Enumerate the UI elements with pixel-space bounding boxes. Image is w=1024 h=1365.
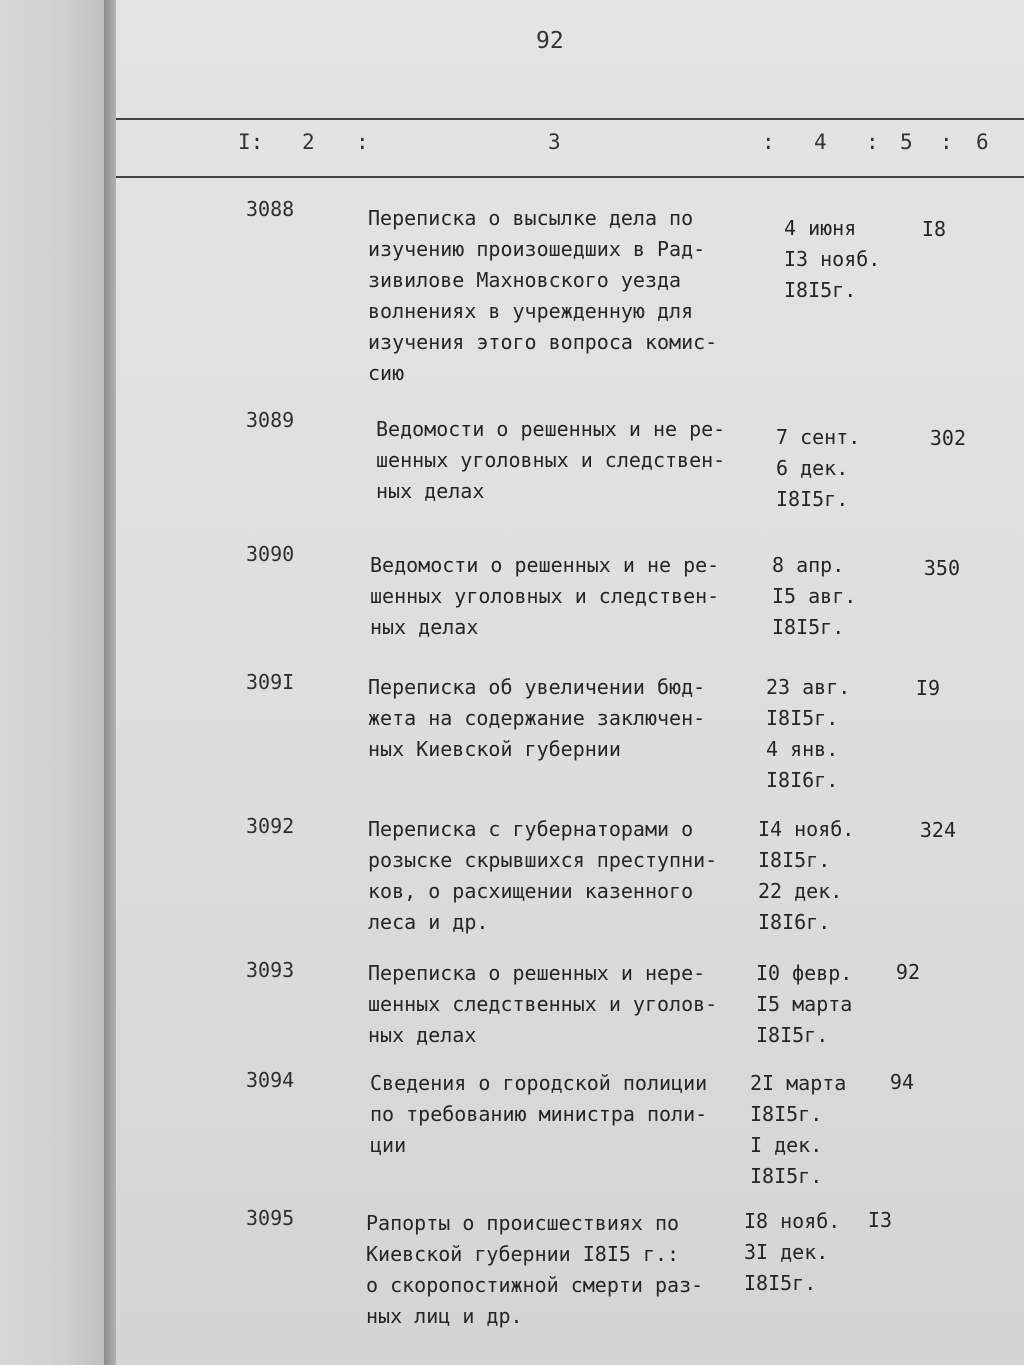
item-description: Ведомости о решенных и не ре- шенных уголовных и следствен- ных делах [376, 417, 726, 503]
column-separator: : [762, 130, 775, 154]
column-header-5: 5 [900, 130, 913, 154]
item-description: Сведения о городской полиции по требованию министра поли- ции [370, 1071, 708, 1157]
item-dates: I8 нояб. 3I дек. I8I5г. [744, 1209, 841, 1295]
item-dates: 2I марта I8I5г. I дек. I8I5г. [750, 1071, 847, 1188]
item-description: Ведомости о решенных и не ре- шенных уголовных и следствен- ных делах [370, 553, 720, 639]
column-separator: : [356, 130, 369, 154]
item-dates: 23 авг. I8I5г. 4 янв. I8I6г. [766, 675, 851, 792]
column-header-1: I: [238, 130, 264, 154]
facing-page [0, 0, 112, 1365]
item-number: 3088 [246, 197, 295, 221]
document-page [116, 0, 1024, 1365]
item-sheet-count: I9 [915, 676, 940, 700]
column-header-3: 3 [548, 130, 561, 154]
item-number: 3089 [246, 408, 295, 432]
item-sheet-count: 92 [895, 960, 920, 984]
item-description: Переписка о высылке дела по изучению произошедших в Рад- зивилове Махновского уезда волнениях в учрежденную для изучения этого вопроса комис- сию [368, 206, 718, 385]
item-number: 3090 [246, 542, 295, 566]
column-header-6: 6 [976, 130, 989, 154]
item-sheet-count: I8 [921, 217, 946, 241]
item-dates: I4 нояб. I8I5г. 22 дек. I8I6г. [758, 817, 855, 934]
item-sheet-count: 350 [923, 556, 960, 580]
item-number: 309I [246, 670, 295, 694]
item-dates: 4 июня I3 нояб. I8I5г. [784, 216, 881, 302]
item-sheet-count: 324 [919, 818, 956, 842]
item-sheet-count: I3 [867, 1208, 892, 1232]
column-separator: : [940, 130, 953, 154]
item-dates: I0 февр. I5 марта I8I5г. [756, 961, 853, 1047]
column-header-2: 2 [302, 130, 315, 154]
item-description: Рапорты о происшествиях по Киевской губернии I8I5 г.: о скоропостижной смерти раз- ных лиц и др. [366, 1211, 704, 1328]
item-description: Переписка с губернаторами о розыске скрывшихся преступни- ков, о расхищении казенного леса и др. [368, 817, 718, 934]
header-bottom-rule [116, 176, 1024, 178]
item-description: Переписка о решенных и нере- шенных следственных и уголов- ных делах [368, 961, 718, 1047]
item-dates: 7 сент. 6 дек. I8I5г. [776, 425, 861, 511]
item-description: Переписка об увеличении бюд- жета на содержание заключен- ных Киевской губернии [368, 675, 706, 761]
item-sheet-count: 94 [889, 1070, 914, 1094]
item-dates: 8 апр. I5 авг. I8I5г. [772, 553, 857, 639]
item-number: 3092 [246, 814, 295, 838]
item-number: 3095 [246, 1206, 295, 1230]
column-header-4: 4 [814, 130, 827, 154]
item-number: 3094 [246, 1068, 295, 1092]
item-sheet-count: 302 [929, 426, 966, 450]
header-top-rule [116, 118, 1024, 120]
column-separator: : [866, 130, 879, 154]
page-number: 92 [536, 28, 564, 54]
item-number: 3093 [246, 958, 295, 982]
